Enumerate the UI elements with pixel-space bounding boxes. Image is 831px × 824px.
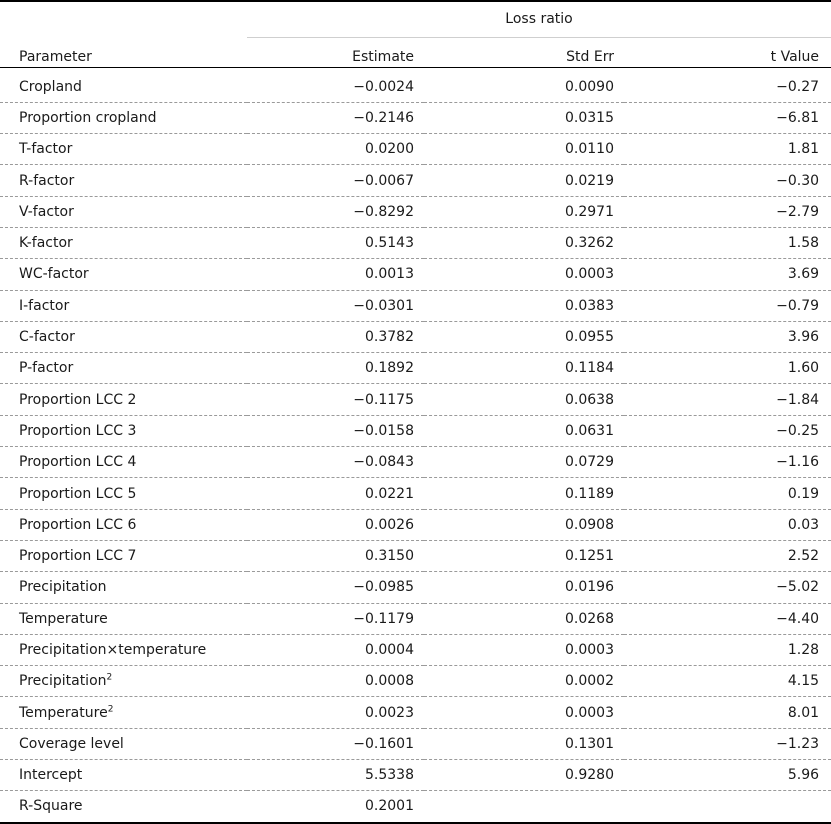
cell-t-value-text: 2.52: [787, 548, 820, 565]
cell-parameter-text: K-factor: [19, 235, 73, 252]
cell-estimate: [247, 666, 424, 697]
cell-estimate: [247, 572, 424, 603]
cell-parameter-text: Proportion LCC 5: [19, 485, 137, 502]
cell-t-value-text: −4.40: [776, 610, 820, 627]
cell-std-err-text: 0.0383: [565, 297, 614, 314]
cell-std-err: [424, 384, 624, 415]
cell-estimate-text: 0.3150: [365, 548, 414, 565]
table-row: [0, 478, 831, 509]
cell-std-err-text: 0.0003: [565, 266, 614, 283]
table-row: [0, 603, 831, 634]
cell-estimate-text: 0.0221: [365, 485, 414, 502]
cell-t-value-text: −1.23: [776, 735, 820, 752]
table-row: [0, 353, 831, 384]
cell-t-value-text: 5.96: [787, 767, 820, 784]
cell-t-value: [624, 791, 831, 823]
cell-std-err: [424, 666, 624, 697]
cell-estimate-text: −0.1179: [353, 610, 414, 627]
cell-estimate: [247, 415, 424, 446]
cell-t-value: [624, 728, 831, 759]
cell-std-err: [424, 760, 624, 791]
cell-std-err: [424, 447, 624, 478]
cell-parameter: [0, 697, 247, 728]
cell-t-value: [624, 447, 831, 478]
table-row: [0, 227, 831, 258]
column-header-estimate: Estimate: [247, 37, 424, 67]
cell-parameter: [0, 353, 247, 384]
cell-parameter: [0, 572, 247, 603]
cell-estimate-text: 0.5143: [365, 235, 414, 252]
cell-parameter-text: Proportion LCC 3: [19, 422, 137, 439]
cell-estimate-text: −0.0158: [353, 422, 414, 439]
cell-estimate: [247, 728, 424, 759]
cell-estimate-text: 0.1892: [365, 360, 414, 377]
cell-estimate: [247, 540, 424, 571]
cell-parameter: [0, 384, 247, 415]
cell-std-err-text: 0.0219: [565, 172, 614, 189]
cell-parameter: [0, 196, 247, 227]
cell-t-value-text: 4.15: [787, 673, 820, 690]
cell-t-value: [624, 572, 831, 603]
cell-estimate: [247, 102, 424, 133]
cell-parameter-text: Temperature: [19, 704, 108, 721]
cell-std-err-text: 0.0631: [565, 422, 614, 439]
cell-parameter: [0, 760, 247, 791]
table-row: [0, 634, 831, 665]
cell-parameter-superscript: 2: [106, 672, 113, 683]
table-row: [0, 509, 831, 540]
cell-t-value: [624, 134, 831, 165]
cell-t-value-text: −0.27: [776, 78, 820, 95]
table-row: [0, 259, 831, 290]
cell-std-err: [424, 290, 624, 321]
cell-std-err-text: 0.0090: [565, 78, 614, 95]
cell-std-err: [424, 572, 624, 603]
cell-std-err-text: 0.1184: [565, 360, 614, 377]
cell-t-value: [624, 603, 831, 634]
cell-t-value: [624, 415, 831, 446]
cell-parameter-text: C-factor: [19, 329, 75, 346]
cell-t-value-text: −0.79: [776, 297, 820, 314]
cell-t-value: [624, 478, 831, 509]
cell-parameter: [0, 102, 247, 133]
table-row: [0, 134, 831, 165]
cell-estimate: [247, 353, 424, 384]
cell-t-value-text: −5.02: [776, 579, 820, 596]
cell-estimate-text: −0.0067: [353, 172, 414, 189]
cell-std-err: [424, 478, 624, 509]
cell-estimate: [247, 290, 424, 321]
cell-t-value: [624, 634, 831, 665]
cell-t-value-text: 1.81: [787, 141, 820, 158]
cell-t-value-text: 1.28: [787, 641, 820, 658]
cell-std-err-text: 0.0268: [565, 610, 614, 627]
cell-estimate: [247, 165, 424, 196]
cell-parameter-text: Intercept: [19, 767, 83, 784]
cell-std-err: [424, 259, 624, 290]
cell-parameter-text: Precipitation: [19, 579, 107, 596]
cell-estimate: [247, 509, 424, 540]
cell-t-value-text: −0.25: [776, 422, 820, 439]
table-row: [0, 102, 831, 133]
cell-std-err: [424, 540, 624, 571]
cell-parameter-text: I-factor: [19, 297, 70, 314]
cell-estimate: [247, 67, 424, 102]
cell-std-err: [424, 415, 624, 446]
cell-std-err: [424, 353, 624, 384]
cell-parameter: [0, 478, 247, 509]
table-row: [0, 384, 831, 415]
cell-std-err: [424, 227, 624, 258]
table-row: [0, 67, 831, 102]
cell-estimate-text: −0.2146: [353, 109, 414, 126]
cell-estimate-text: −0.8292: [353, 203, 414, 220]
table-row: [0, 791, 831, 823]
cell-parameter: [0, 165, 247, 196]
cell-t-value-text: −1.16: [776, 454, 820, 471]
cell-parameter-text: Precipitation: [19, 673, 107, 690]
cell-estimate: [247, 259, 424, 290]
cell-parameter-text: Proportion cropland: [19, 109, 157, 126]
cell-estimate-text: 0.3782: [365, 329, 414, 346]
cell-std-err-text: 0.0908: [565, 516, 614, 533]
cell-estimate-text: 0.0004: [365, 641, 414, 658]
cell-std-err-text: 0.0955: [565, 329, 614, 346]
cell-std-err: [424, 791, 624, 823]
cell-t-value-text: −2.79: [776, 203, 820, 220]
cell-estimate: [247, 447, 424, 478]
cell-std-err: [424, 634, 624, 665]
cell-parameter-text: R-factor: [19, 172, 75, 189]
table-body: [0, 67, 831, 823]
cell-std-err: [424, 165, 624, 196]
cell-std-err-text: 0.0110: [565, 141, 614, 158]
cell-estimate: [247, 478, 424, 509]
cell-estimate-text: 0.0026: [365, 516, 414, 533]
column-header-parameter: Parameter: [0, 37, 247, 67]
cell-estimate-text: 5.5338: [365, 767, 414, 784]
cell-t-value-text: 3.69: [787, 266, 820, 283]
cell-t-value-text: 3.96: [787, 329, 820, 346]
cell-parameter-text: Proportion LCC 7: [19, 548, 137, 565]
cell-std-err: [424, 603, 624, 634]
table-row: [0, 290, 831, 321]
cell-estimate-text: 0.0200: [365, 141, 414, 158]
cell-t-value: [624, 760, 831, 791]
cell-std-err-text: 0.1189: [565, 485, 614, 502]
cell-t-value: [624, 290, 831, 321]
cell-parameter: [0, 415, 247, 446]
cell-std-err: [424, 196, 624, 227]
cell-estimate: [247, 697, 424, 728]
cell-parameter-text: P-factor: [19, 360, 74, 377]
cell-estimate: [247, 134, 424, 165]
cell-std-err: [424, 728, 624, 759]
table-row: [0, 540, 831, 571]
cell-estimate-text: 0.0023: [365, 704, 414, 721]
cell-estimate-text: 0.0013: [365, 266, 414, 283]
cell-t-value-text: −6.81: [776, 109, 820, 126]
cell-t-value: [624, 102, 831, 133]
table-row: [0, 447, 831, 478]
cell-estimate: [247, 227, 424, 258]
table-row: [0, 760, 831, 791]
cell-parameter-text: Proportion LCC 2: [19, 391, 137, 408]
cell-estimate-text: 0.0008: [365, 673, 414, 690]
cell-t-value: [624, 67, 831, 102]
cell-t-value: [624, 321, 831, 352]
cell-estimate-text: −0.0985: [353, 579, 414, 596]
cell-t-value: [624, 259, 831, 290]
cell-std-err: [424, 697, 624, 728]
cell-parameter: [0, 666, 247, 697]
cell-t-value: [624, 227, 831, 258]
cell-t-value: [624, 384, 831, 415]
cell-std-err-text: 0.0638: [565, 391, 614, 408]
cell-parameter-text: V-factor: [19, 203, 74, 220]
cell-parameter-superscript: 2: [107, 703, 114, 714]
cell-std-err-text: 0.0196: [565, 579, 614, 596]
cell-parameter: [0, 634, 247, 665]
cell-estimate: [247, 321, 424, 352]
cell-parameter-text: Proportion LCC 6: [19, 516, 137, 533]
cell-parameter-text: Precipitation×temperature: [19, 641, 207, 658]
cell-estimate-text: 0.2001: [365, 798, 414, 815]
group-header-loss-ratio: [247, 1, 831, 37]
cell-t-value-text: 1.60: [787, 360, 820, 377]
cell-t-value-text: −1.84: [776, 391, 820, 408]
cell-std-err-text: 0.0315: [565, 109, 614, 126]
table-row: [0, 165, 831, 196]
cell-estimate: [247, 791, 424, 823]
table-row: [0, 321, 831, 352]
cell-parameter: [0, 791, 247, 823]
cell-parameter: [0, 509, 247, 540]
cell-std-err-text: 0.0003: [565, 704, 614, 721]
cell-estimate: [247, 760, 424, 791]
cell-t-value: [624, 353, 831, 384]
cell-std-err-text: 0.1251: [565, 548, 614, 565]
cell-t-value-text: −0.30: [776, 172, 820, 189]
cell-std-err-text: 0.3262: [565, 235, 614, 252]
cell-parameter-text: WC-factor: [19, 266, 89, 283]
cell-std-err-text: 0.0729: [565, 454, 614, 471]
cell-parameter: [0, 134, 247, 165]
cell-std-err: [424, 67, 624, 102]
cell-std-err: [424, 134, 624, 165]
cell-t-value: [624, 540, 831, 571]
cell-std-err-text: 0.1301: [565, 735, 614, 752]
cell-estimate: [247, 634, 424, 665]
table-row: [0, 196, 831, 227]
group-header-label: Loss ratio: [505, 11, 573, 28]
cell-estimate: [247, 603, 424, 634]
cell-std-err: [424, 509, 624, 540]
cell-parameter-text: Coverage level: [19, 735, 124, 752]
cell-parameter-text: Proportion LCC 4: [19, 454, 137, 471]
cell-std-err-text: 0.2971: [565, 203, 614, 220]
cell-t-value-text: 0.19: [787, 485, 820, 502]
cell-parameter: [0, 728, 247, 759]
cell-std-err: [424, 102, 624, 133]
cell-parameter: [0, 447, 247, 478]
cell-t-value: [624, 196, 831, 227]
cell-t-value-text: 0.03: [787, 516, 820, 533]
cell-estimate-text: −0.0024: [353, 78, 414, 95]
cell-parameter: [0, 290, 247, 321]
cell-estimate-text: −0.1175: [353, 391, 414, 408]
cell-t-value-text: 1.58: [787, 235, 820, 252]
cell-estimate-text: −0.0843: [353, 454, 414, 471]
cell-parameter-text: Temperature: [19, 610, 108, 627]
cell-t-value: [624, 509, 831, 540]
cell-std-err: [424, 321, 624, 352]
table-row: [0, 415, 831, 446]
cell-parameter-text: T-factor: [19, 141, 73, 158]
cell-parameter: [0, 259, 247, 290]
cell-t-value: [624, 165, 831, 196]
cell-t-value-text: 8.01: [787, 704, 820, 721]
cell-estimate: [247, 196, 424, 227]
table-row: [0, 728, 831, 759]
cell-parameter: [0, 321, 247, 352]
column-header-t-value: t Value: [624, 37, 831, 67]
cell-parameter: [0, 540, 247, 571]
cell-t-value: [624, 666, 831, 697]
cell-parameter-text: R-Square: [19, 798, 83, 815]
table-row: [0, 572, 831, 603]
cell-parameter: [0, 67, 247, 102]
cell-estimate: [247, 384, 424, 415]
cell-std-err-text: 0.0002: [565, 673, 614, 690]
cell-parameter: [0, 603, 247, 634]
cell-t-value: [624, 697, 831, 728]
table-row: [0, 697, 831, 728]
header-spacer: [0, 1, 247, 37]
table-row: [0, 666, 831, 697]
cell-estimate-text: −0.1601: [353, 735, 414, 752]
cell-std-err-text: 0.9280: [565, 767, 614, 784]
cell-estimate-text: −0.0301: [353, 297, 414, 314]
table-header: [0, 1, 831, 67]
column-header-std-err: Std Err: [424, 37, 624, 67]
cell-parameter: [0, 227, 247, 258]
cell-parameter-text: Cropland: [19, 78, 82, 95]
cell-std-err-text: 0.0003: [565, 641, 614, 658]
